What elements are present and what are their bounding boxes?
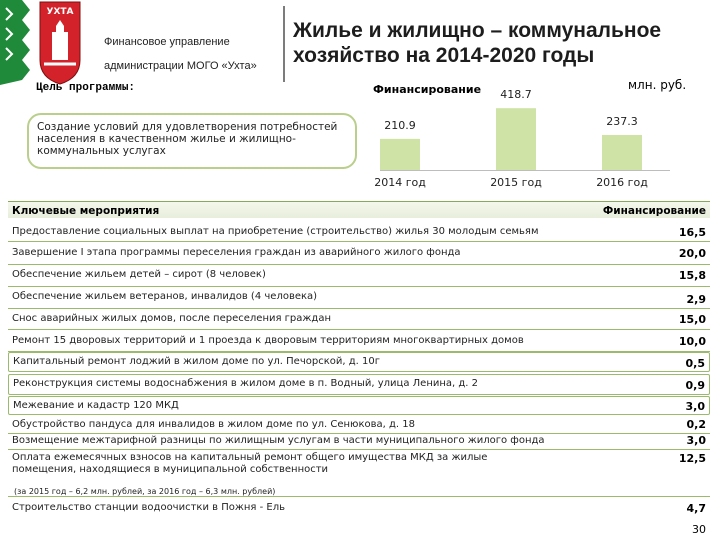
row-text: Обустройство пандуса для инвалидов в жилом доме по ул. Сенюкова, д. 18 [12, 419, 415, 430]
row-note: (за 2015 год – 6,2 млн. рублей, за 2016 год – 6,3 млн. рублей) [14, 487, 276, 496]
goal-box [27, 113, 357, 169]
chart-data-label: 237.3 [606, 114, 638, 128]
row-text: Капитальный ремонт лоджий в жилом доме по ул. Печорской, д. 10г [13, 356, 380, 367]
row-value: 0,2 [686, 418, 706, 431]
page-number: 30 [692, 523, 706, 536]
chart-category-label: 2016 год [596, 176, 648, 189]
goal-text: Создание условий для удовлетворения потребностей населения в качественном жилье и жилищно-коммунальных услугах [37, 121, 338, 157]
row-text: Строительство станции водоочистки в Пожня - Ель [12, 502, 285, 513]
col-header-financing: Финансирование [602, 205, 706, 217]
row-value: 15,0 [678, 313, 706, 326]
org-name-line2: администрации МОГО «Ухта» [104, 60, 257, 72]
table-row [8, 288, 710, 309]
chart-category-label: 2014 год [374, 176, 426, 189]
chart-data-label: 210.9 [384, 118, 416, 132]
row-text: Оплата ежемесячных взносов на капитальный ремонт общего имущества МКД за жилые помещения, находящиеся в муниципальной собственности [12, 452, 488, 475]
row-value: 0,9 [685, 379, 705, 392]
table-row [8, 499, 710, 517]
chart-bar [496, 108, 536, 170]
table-row [8, 311, 710, 330]
table-row [8, 374, 710, 395]
row-text: Снос аварийных жилых домов, после переселения граждан [12, 313, 331, 324]
chart-title: Финансирование [373, 83, 482, 96]
org-name-line1: Финансовое управление [104, 36, 230, 48]
title-line2: хозяйство на 2014-2020 годы [293, 44, 595, 67]
table-row [8, 434, 710, 450]
row-text: Обеспечение жильем ветеранов, инвалидов (4 человека) [12, 291, 318, 302]
goal-label: Цель программы: [36, 82, 136, 94]
row-value: 12,5 [678, 452, 706, 465]
table-row [8, 417, 710, 434]
row-text: Ремонт 15 дворовых территорий и 1 проезда к дворовым территориям многоквартирных домов [12, 335, 524, 346]
row-value: 2,9 [686, 293, 706, 306]
header-divider [283, 6, 285, 82]
row-text: Завершение I этапа программы переселения граждан из аварийного жилого фонда [12, 247, 461, 258]
row-text: Обеспечение жильем детей – сирот (8 человек) [12, 269, 266, 280]
logo [0, 0, 100, 85]
chart-bar [602, 135, 642, 170]
row-text: Реконструкция системы водоснабжения в жилом доме в п. Водный, улица Ленина, д. 2 [13, 378, 479, 389]
row-value: 16,5 [678, 226, 706, 239]
table-header [8, 201, 710, 218]
table-row [8, 221, 710, 242]
row-text: Возмещение межтарифной разницы по жилищным услугам в части муниципального жилого фонда [12, 435, 545, 446]
table-row [8, 352, 710, 372]
row-value: 20,0 [678, 247, 706, 260]
row-text: Межевание и кадастр 120 МКД [13, 400, 179, 411]
row-value: 10,0 [678, 335, 706, 348]
chart-data-label: 418.7 [500, 88, 532, 102]
table-row [8, 267, 710, 287]
coat-of-arms-icon [0, 0, 100, 85]
col-header-activities: Ключевые мероприятия [12, 205, 160, 217]
row-value: 4,7 [686, 502, 706, 515]
page-title [293, 18, 713, 68]
row-text: Предоставление социальных выплат на приобретение (строительство) жилья 30 молодым семьям [12, 226, 539, 237]
table-row [8, 396, 710, 415]
row-value: 15,8 [678, 269, 706, 282]
chart-bar [380, 139, 420, 170]
table-row [8, 244, 710, 265]
row-value: 3,0 [686, 434, 706, 447]
row-value: 0,5 [685, 357, 705, 370]
title-line1: Жилье и жилищно – коммунальное [293, 19, 662, 42]
table-row [8, 332, 710, 352]
chart-category-label: 2015 год [490, 176, 542, 189]
svg-text:УХТА: УХТА [46, 7, 74, 17]
row-value: 3,0 [685, 400, 705, 413]
chart-unit: млн. руб. [628, 78, 687, 92]
